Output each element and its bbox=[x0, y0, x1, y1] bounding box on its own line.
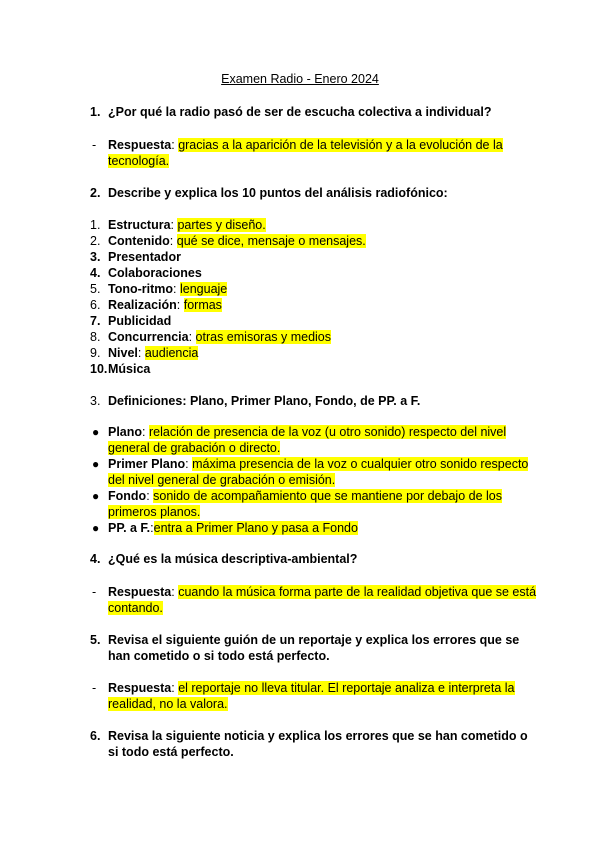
analysis-point bbox=[108, 345, 528, 361]
definition-primer-plano-line-1: Primer Plano: máxima presencia de la voz o cualquier otro sonido respecto bbox=[108, 457, 529, 471]
answer-5-dash: - bbox=[92, 681, 97, 695]
analysis-point-separator: : bbox=[170, 218, 178, 232]
question-3-number: 3. bbox=[90, 394, 101, 408]
answer-1-line-2: tecnología. bbox=[108, 154, 170, 168]
answer-1-line-1: Respuesta: gracias a la aparición de la televisión y a la evolución de la bbox=[108, 138, 503, 152]
answer-4-dash: - bbox=[92, 585, 97, 599]
question-5-line-2: han cometido o si todo está perfecto. bbox=[108, 649, 330, 663]
analysis-point-value: otras emisoras y medios bbox=[195, 330, 332, 344]
analysis-point-value: formas bbox=[183, 298, 222, 312]
question-3-text: Definiciones: Plano, Primer Plano, Fondo, de PP. a F. bbox=[108, 394, 421, 408]
definition-fondo-line-2: primeros planos. bbox=[108, 505, 201, 519]
bullet-icon: ● bbox=[92, 521, 100, 535]
analysis-point-label: Colaboraciones bbox=[108, 266, 202, 280]
analysis-point bbox=[108, 361, 528, 377]
analysis-point-number: 3. bbox=[90, 250, 101, 264]
analysis-point-label: Presentador bbox=[108, 250, 181, 264]
analysis-point-label: Contenido bbox=[108, 234, 170, 248]
analysis-point-separator: : bbox=[176, 298, 184, 312]
analysis-point-label: Realización bbox=[108, 298, 177, 312]
definition-plano-line-1: Plano: relación de presencia de la voz (u otro sonido) respecto del nivel bbox=[108, 425, 507, 439]
analysis-point bbox=[108, 249, 528, 265]
question-6-line-2: si todo está perfecto. bbox=[108, 745, 234, 759]
question-2-text: Describe y explica los 10 puntos del análisis radiofónico: bbox=[108, 186, 448, 200]
analysis-point-number: 7. bbox=[90, 314, 101, 328]
question-5-number: 5. bbox=[90, 633, 101, 647]
definition-pp-a-f: PP. a F.:entra a Primer Plano y pasa a Fondo bbox=[108, 521, 358, 535]
analysis-point bbox=[108, 233, 528, 249]
question-2-number: 2. bbox=[90, 186, 101, 200]
analysis-point-label: Estructura bbox=[108, 218, 171, 232]
definition-primer-plano-line-2: del nivel general de grabación o emisión. bbox=[108, 473, 336, 487]
answer-5-line-1: Respuesta: el reportaje no lleva titular. El reportaje analiza e interpreta la bbox=[108, 681, 515, 695]
definition-plano-line-2: general de grabación o directo. bbox=[108, 441, 281, 455]
definition-fondo-line-1: Fondo: sonido de acompañamiento que se mantiene por debajo de los bbox=[108, 489, 502, 503]
analysis-point-number: 5. bbox=[90, 282, 101, 296]
question-5-line-1: Revisa el siguiente guión de un reportaje y explica los errores que se bbox=[108, 633, 520, 647]
analysis-point-label: Publicidad bbox=[108, 314, 172, 328]
question-1-text: ¿Por qué la radio pasó de ser de escucha colectiva a individual? bbox=[108, 105, 492, 119]
question-1-number: 1. bbox=[90, 105, 101, 119]
analysis-point-value: qué se dice, mensaje o mensajes. bbox=[176, 234, 366, 248]
analysis-point-label: Nivel bbox=[108, 346, 138, 360]
analysis-point-separator: : bbox=[188, 330, 196, 344]
analysis-point-label: Concurrencia bbox=[108, 330, 189, 344]
analysis-point-number: 1. bbox=[90, 218, 101, 232]
analysis-point-separator: : bbox=[173, 282, 180, 296]
analysis-point bbox=[108, 281, 528, 297]
analysis-point bbox=[108, 265, 528, 281]
bullet-icon: ● bbox=[92, 425, 100, 439]
answer-5-line-2: realidad, no la valora. bbox=[108, 697, 228, 711]
question-6-number: 6. bbox=[90, 729, 101, 743]
analysis-point-label: Tono-ritmo bbox=[108, 282, 174, 296]
document-title: Examen Radio - Enero 2024 bbox=[221, 72, 379, 86]
analysis-point-separator: : bbox=[137, 346, 145, 360]
analysis-point bbox=[108, 217, 528, 233]
analysis-point-number: 9. bbox=[90, 346, 101, 360]
analysis-point-number: 4. bbox=[90, 266, 101, 280]
analysis-point-value: audiencia bbox=[144, 346, 199, 360]
bullet-icon: ● bbox=[92, 489, 100, 503]
answer-4-line-1: Respuesta: cuando la música forma parte de la realidad objetiva que se está bbox=[108, 585, 537, 599]
analysis-point bbox=[108, 313, 528, 329]
analysis-point-number: 8. bbox=[90, 330, 101, 344]
analysis-point-number: 10. bbox=[90, 362, 108, 376]
analysis-point-value: lenguaje bbox=[179, 282, 228, 296]
bullet-icon: ● bbox=[92, 457, 100, 471]
answer-1-dash: - bbox=[92, 138, 97, 152]
analysis-point-value: partes y diseño. bbox=[177, 218, 266, 232]
analysis-point-number: 6. bbox=[90, 298, 101, 312]
answer-4-line-2: contando. bbox=[108, 601, 163, 615]
question-4-number: 4. bbox=[90, 552, 101, 566]
analysis-point-number: 2. bbox=[90, 234, 101, 248]
analysis-point-label: Música bbox=[108, 362, 151, 376]
question-4-text: ¿Qué es la música descriptiva-ambiental? bbox=[108, 552, 358, 566]
analysis-point bbox=[108, 297, 528, 313]
analysis-point-separator: : bbox=[169, 234, 177, 248]
question-6-line-1: Revisa la siguiente noticia y explica los errores que se han cometido o bbox=[108, 729, 528, 743]
analysis-point bbox=[108, 329, 528, 345]
